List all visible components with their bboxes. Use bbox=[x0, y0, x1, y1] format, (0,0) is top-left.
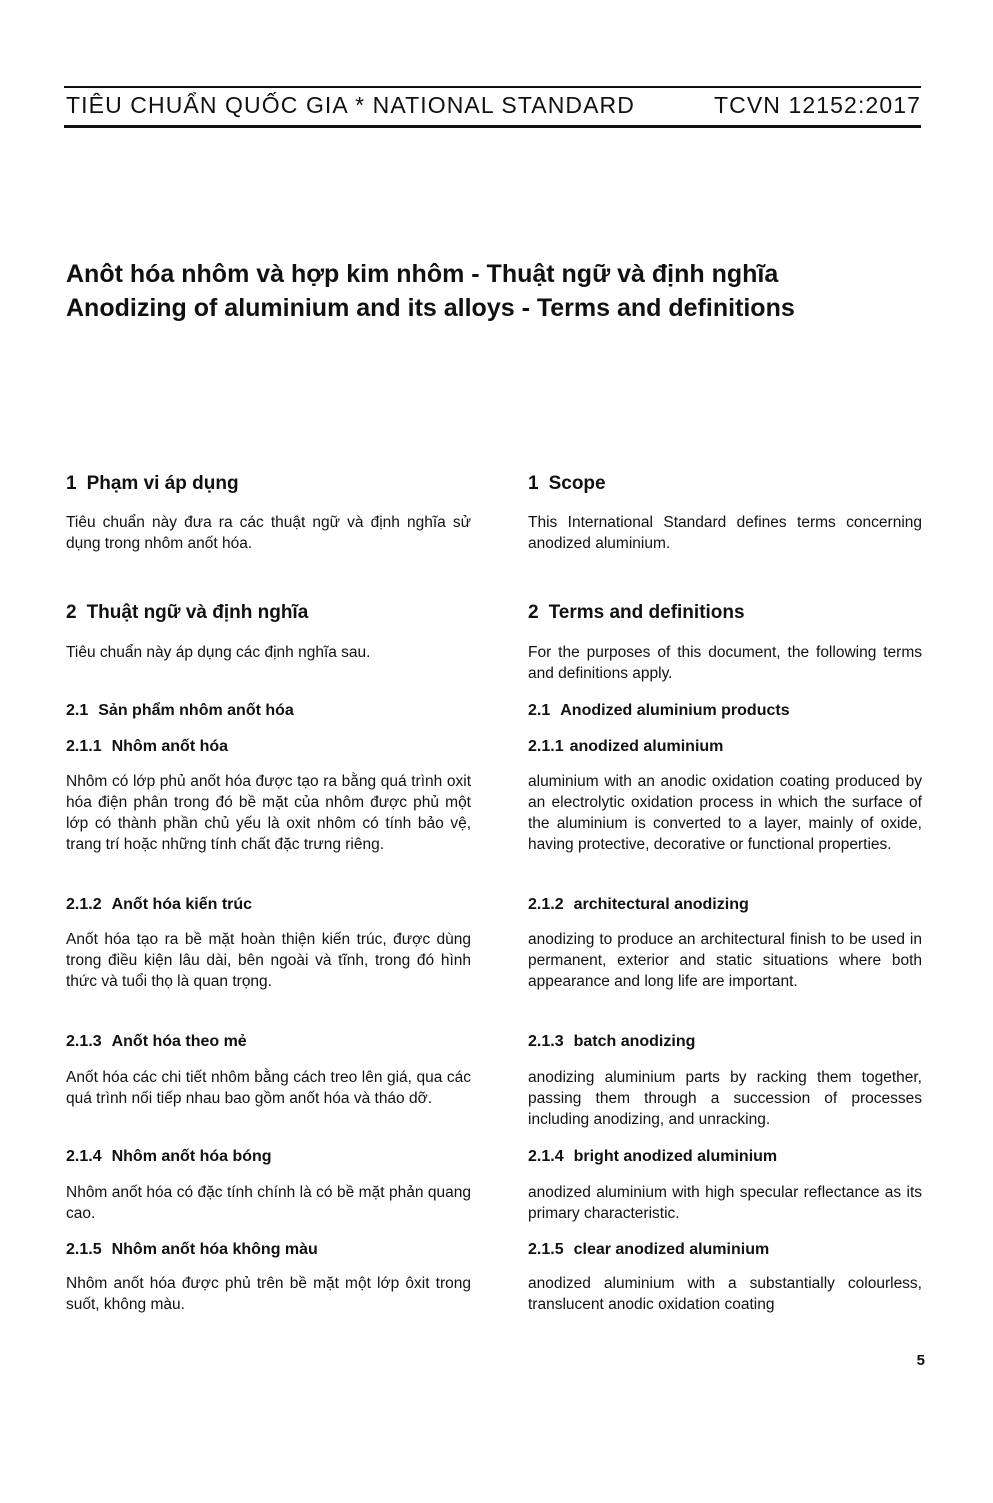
section-paragraph: For the purposes of this document, the following terms and definitions apply. bbox=[528, 644, 922, 682]
term-definition: Anốt hóa các chi tiết nhôm bằng cách treo lên giá, qua các quá trình nối tiếp nhau bao gồm anốt hóa và tháo dỡ. bbox=[66, 1069, 471, 1107]
term-heading bbox=[528, 736, 922, 757]
term-title: Anốt hóa theo mẻ bbox=[111, 1033, 247, 1050]
header-top-rule bbox=[64, 86, 921, 88]
term-title: Nhôm anốt hóa bóng bbox=[111, 1148, 272, 1165]
section-paragraph: Tiêu chuẩn này đưa ra các thuật ngữ và định nghĩa sử dụng trong nhôm anốt hóa. bbox=[66, 514, 471, 552]
term-heading bbox=[528, 1031, 922, 1052]
term-heading bbox=[66, 1031, 471, 1052]
section-heading bbox=[528, 473, 922, 494]
term-heading bbox=[66, 894, 471, 915]
term-number: 2.1.3 bbox=[66, 1033, 102, 1050]
term-definition: anodized aluminium with high specular reflectance as its primary characteristic. bbox=[528, 1184, 922, 1222]
header-standard-label: TIÊU CHUẨN QUỐC GIA * NATIONAL STANDARD bbox=[66, 92, 635, 118]
section-title: Phạm vi áp dụng bbox=[86, 473, 239, 494]
term-heading bbox=[528, 894, 922, 915]
term-heading bbox=[66, 1146, 471, 1167]
term-title: Nhôm anốt hóa không màu bbox=[111, 1241, 318, 1258]
section-heading bbox=[66, 602, 471, 623]
term-title: batch anodizing bbox=[573, 1033, 696, 1050]
page-number: 5 bbox=[916, 1352, 925, 1369]
term-number: 2.1.4 bbox=[66, 1148, 102, 1165]
term-definition: anodizing aluminium parts by racking them together, passing them through a succession of processes including anodizing, and unracking. bbox=[528, 1069, 922, 1128]
document-title-en: Anodizing of aluminium and its alloys - Terms and definitions bbox=[66, 294, 795, 322]
header-standard-number: TCVN 12152:2017 bbox=[713, 92, 921, 118]
section-title: Sản phẩm nhôm anốt hóa bbox=[98, 702, 294, 719]
document-title-vi: Anôt hóa nhôm và hợp kim nhôm - Thuật ngữ và định nghĩa bbox=[66, 260, 779, 288]
term-number: 2.1.4 bbox=[528, 1148, 564, 1165]
term-heading bbox=[528, 1239, 922, 1260]
subsection-heading bbox=[528, 700, 922, 721]
term-number: 2.1.3 bbox=[528, 1033, 564, 1050]
term-heading bbox=[66, 736, 471, 757]
subsection-heading bbox=[66, 700, 471, 721]
term-heading bbox=[528, 1146, 922, 1167]
section-heading bbox=[66, 473, 471, 494]
section-paragraph: Tiêu chuẩn này áp dụng các định nghĩa sau. bbox=[66, 644, 371, 661]
term-definition: Nhôm anốt hóa được phủ trên bề mặt một lớp ôxit trong suốt, không màu. bbox=[66, 1275, 471, 1313]
term-definition: aluminium with an anodic oxidation coating produced by an electrolytic oxidation process in which the surface of the aluminium is converted to a layer, mainly of oxide, having protective, decorative or functional properties. bbox=[528, 773, 922, 853]
term-title: Anốt hóa kiến trúc bbox=[111, 896, 253, 913]
term-definition: Nhôm anốt hóa có đặc tính chính là có bề mặt phản quang cao. bbox=[66, 1184, 471, 1222]
term-heading bbox=[66, 1239, 471, 1260]
section-number: 2.1 bbox=[528, 702, 551, 719]
term-number: 2.1.1 bbox=[66, 738, 102, 755]
section-number: 1 bbox=[66, 473, 77, 494]
section-title: Scope bbox=[548, 473, 606, 494]
section-title: Anodized aluminium products bbox=[560, 702, 790, 719]
term-definition: Nhôm có lớp phủ anốt hóa được tạo ra bằng quá trình oxit hóa điện phân trong đó bề mặt của nhôm được phủ một lớp có thành phần chủ yếu là oxit nhôm có tính bảo vệ, trang trí hoặc những tính chất đặc trưng riêng. bbox=[66, 773, 471, 853]
term-number: 2.1.5 bbox=[528, 1241, 564, 1258]
term-number: 2.1.2 bbox=[528, 896, 564, 913]
section-number: 1 bbox=[528, 473, 539, 494]
section-paragraph: This International Standard defines terms concerning anodized aluminium. bbox=[528, 514, 922, 552]
term-number: 2.1.5 bbox=[66, 1241, 102, 1258]
term-title: architectural anodizing bbox=[573, 896, 749, 913]
term-definition: Anốt hóa tạo ra bề mặt hoàn thiện kiến trúc, được dùng trong điều kiện lâu dài, bên ngoài và tĩnh, trong đó hình thức và tuổi thọ là quan trọng. bbox=[66, 931, 471, 990]
term-number: 2.1.1 bbox=[528, 738, 564, 755]
section-heading bbox=[528, 602, 922, 623]
term-number: 2.1.2 bbox=[66, 896, 102, 913]
section-number: 2 bbox=[528, 602, 539, 623]
term-definition: anodized aluminium with a substantially colourless, translucent anodic oxidation coating bbox=[528, 1275, 922, 1313]
term-title: anodized aluminium bbox=[569, 738, 724, 755]
section-title: Thuật ngữ và định nghĩa bbox=[86, 602, 309, 623]
header-bottom-rule bbox=[64, 125, 921, 128]
term-definition: anodizing to produce an architectural finish to be used in permanent, exterior and static situations where both appearance and long life are important. bbox=[528, 931, 922, 990]
term-title: Nhôm anốt hóa bbox=[111, 738, 229, 755]
term-title: bright anodized aluminium bbox=[573, 1148, 778, 1165]
term-title: clear anodized aluminium bbox=[573, 1241, 770, 1258]
section-title: Terms and definitions bbox=[548, 602, 745, 623]
section-number: 2.1 bbox=[66, 702, 89, 719]
section-number: 2 bbox=[66, 602, 77, 623]
